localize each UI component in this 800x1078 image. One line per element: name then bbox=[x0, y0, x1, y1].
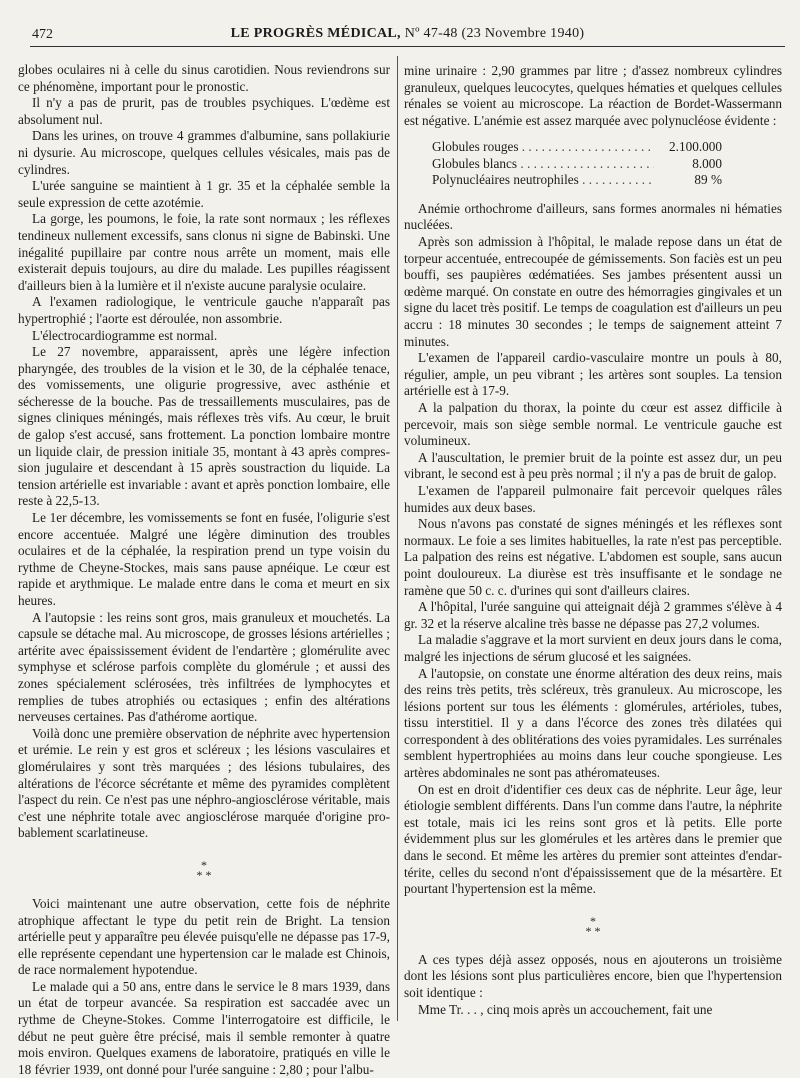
page-number: 472 bbox=[32, 27, 53, 42]
paragraph: mine urinaire : 2,90 grammes par litre ; d'assez nombreux cylindres granuleux, quelques leucocytes, quelques hématies et quelques cellules rénales se voient au microscope. La réaction de Bordet-Wassermann est négative. L'anémie est assez marquée avec polynucléose évidente : bbox=[404, 63, 782, 128]
separator-stars-pair bbox=[404, 923, 782, 938]
row-value: 8.000 bbox=[692, 155, 722, 171]
row-label: Polynucléaires neutrophiles . . . bbox=[432, 172, 654, 189]
paragraph: A l'examen radiologique, le ventricule gauche n'apparaît pas hypertrophié ; l'aorte est déroulée, non assombrie. bbox=[18, 294, 390, 326]
paragraph: L'examen de l'appareil cardio-vasculaire montre un pouls à 80, régulier, ample, un peu vibrant ; les artères sont souples. La tension artérielle est à 17-9. bbox=[404, 350, 782, 399]
paragraph: Après son admission à l'hôpital, le malade repose dans un état de torpeur accentuée, entrecoupée de gémissements. Son faciès est un peu bouffi, ses paupières œdématiées. Ses jambes présentent aussi un œdème marqué. On constate en outre des hémorragies gingivales et un signe du lacet très positif. Le temps de coagulation est d'ailleurs un peu accru : 18 minutes 30 secondes ; le temps de saignement atteint 7 minutes. bbox=[404, 234, 782, 349]
issue-number: Nº 47-48 bbox=[404, 26, 458, 41]
running-header bbox=[30, 24, 785, 47]
paragraph: Dans les urines, on trouve 4 grammes d'albumine, sans pollakiurie ni dysurie. Au microscope, quelques cellules vésicales, mais pas de cylindres. bbox=[18, 128, 390, 177]
paragraph: A l'auscultation, le premier bruit de la pointe est assez dur, un peu vibrant, le second est à peu près normal ; il n'y a pas de bruit de galop. bbox=[404, 449, 782, 482]
paragraph: La gorge, les poumons, le foie, la rate sont normaux ; les réflexes tendineux nullement excessifs, sans clonus ni signe de Babinski. Une inégalité pupillaire par contre nous arrête un moment, mais elle existerait depuis toujours, au dire du malade. Les pupilles réagissent d'ailleurs bien à la lumière et il n'existe aucune paralysie oculaire. bbox=[18, 211, 390, 293]
issue-date: (23 Novembre 1940) bbox=[461, 26, 585, 41]
section-separator bbox=[404, 913, 782, 938]
table-row bbox=[432, 172, 722, 189]
separator-star: * bbox=[201, 857, 207, 872]
paragraph: On est en droit d'identifier ces deux cas de néphrite. Leur âge, leur étiologie semblent différents. Dans l'un comme dans l'autre, la néphrite est totale, mais ici les reins sont gros et là petits. Elle porte évidemment plus sur les glomérules et les artères dans le premier que dans le second. Et même les artères du premier sont atteintes d'endartérite, celles du second n'ont d'épaississement que de la mésartère. Et pourtant l'hypertension est la même. bbox=[404, 781, 782, 897]
paragraph: Mme Tr. . . , cinq mois après un accouchement, fait une bbox=[418, 1001, 713, 1017]
separator-star: * bbox=[205, 867, 212, 882]
paragraph: Le 1er décembre, les vomissements se font en fusée, l'oligurie s'est encore accentuée. Malgré une légère diminution des troubles oculaires et de la céphalée, la respiration prend un type voisin du rythme de Cheyne-Stockes, mais sans pause apnéique. Le cœur est rapide et arythmique. Le malade entre dans le coma et meurt en six heures. bbox=[18, 510, 390, 608]
paragraph: Anémie orthochrome d'ailleurs, sans formes anormales ni hématies nucléées. bbox=[404, 200, 782, 233]
paragraph: Voici maintenant une autre observation, cette fois de néphrite atrophique affectant le type du petit rein de Bright. La tension artérielle peut y apparaître peu élevée puisqu'elle ne dépasse pas 17-9, elle représente cependant une hypertension car le malade est Chinois, de race normalement hypotendue. bbox=[18, 895, 390, 978]
paragraph: A l'autopsie, on constate une énorme altération des deux reins, mais des reins très petits, très scléreux, très granuleux. Au microscope, les lésions portent sur tous les éléments : glomérules, artérioles, tubes, tissu interstitiel. Il y a dans l'écorce des zones très dilatées qui correspondent à des oblitérations des voies pyramidales. Les surrénales semblent hypertrophiées au moins dans leur couche spongieuse. Les artères abdominales ne sont pas athéromateuses. bbox=[404, 665, 782, 781]
section-separator bbox=[18, 857, 390, 882]
separator-star: * bbox=[594, 923, 601, 938]
paragraph: L'urée sanguine se maintient à 1 gr. 35 et la céphalée semble la seule expression de cette azotémie. bbox=[18, 178, 390, 210]
paragraph: Voilà donc une première observation de néphrite avec hypertension et urémie. Le rein y est gros et scléreux ; les lésions vasculaires et glomérulaires y sont très marquées ; des lésions tubulaires, des altérations de l'écorce sécrétante et même des pyramides complètent l'aspect du rein. Ce n'est pas une néphro-angiosclérose véritable, mais c'est une néphrite totale avec angiosclérose marquée d'origine probablement scarlatineuse. bbox=[18, 725, 390, 841]
paragraph: L'examen de l'appareil pulmonaire fait percevoir quelques râles humides aux deux bases. bbox=[404, 482, 782, 515]
paragraph: A ces types déjà assez opposés, nous en ajouterons un troisième dont les lésions sont plus particulières encore, bien que l'hypertension soit identique : bbox=[404, 951, 782, 1000]
paragraph: L'électrocardiogramme est normal. bbox=[32, 327, 218, 343]
table-row bbox=[432, 139, 722, 156]
separator-star: * bbox=[585, 923, 592, 938]
paragraph: A la palpation du thorax, la pointe du cœur est assez difficile à percevoir, mais son siège semble normal. Le ventricule gauche est volumineux. bbox=[404, 400, 782, 449]
row-label: Globules blancs . . . bbox=[432, 156, 654, 173]
separator-star: * bbox=[590, 913, 596, 928]
table-row bbox=[432, 156, 722, 173]
row-value: 2.100.000 bbox=[669, 139, 722, 155]
paragraph: Le malade qui a 50 ans, entre dans le service le 8 mars 1939, dans un état de torpeur avancée. Sa respiration est saccadée avec un rythme de Cheyne-Stokes. Comme l'interrogatoire est difficile, le début ne peut guère être précisé, mais il semble remonter à quatre mois environ. Quelques examens de laboratoire, pratiqués en ville le 18 février 1939, ont donné pour l'urée sanguine : 2,80 ; pour l'albu- bbox=[18, 978, 390, 1077]
row-value: 89 % bbox=[694, 172, 722, 188]
left-column bbox=[18, 62, 390, 1078]
paragraph: La maladie s'aggrave et la mort survient en deux jours dans le coma, malgré les injections de sérum glucosé et les saignées. bbox=[404, 632, 782, 664]
paragraph: A l'autopsie : les reins sont gros, mais granuleux et mouchetés. La capsule se détache mal. Au microscope, de grosses lésions artérielles ; artérite avec épaississement évident de l'endartère ; glomérulite avec symphyse et sclérose parfois complète du glomérule ; et aussi des zones spécialement sclérosées, très infiltrées de lymphocytes et remplies de tubes atrophiés ou ectasiques ; enfin des altérations nerveuses certaines. Pas d'athérome aortique. bbox=[18, 609, 390, 725]
running-title bbox=[30, 26, 785, 42]
paragraph: Il n'y a pas de prurit, pas de troubles psychiques. L'œdème est absolument nul. bbox=[18, 95, 390, 127]
right-column bbox=[404, 63, 782, 1018]
paragraph: globes oculaires ni à celle du sinus carotidien. Nous reviendrons sur ce phénomène, important pour le pronostic. bbox=[18, 62, 390, 94]
row-label: Globules rouges . . . bbox=[432, 139, 654, 156]
paragraph: Nous n'avons pas constaté de signes méningés et les réflexes sont normaux. Le foie a ses limites habituelles, la rate n'est pas perceptible. La palpation des reins est négative. L'abdomen est souple, sans aucun point douloureux. La diurèse est très insuffisante et le sondage ne ramène que 50 c. c. d'urines qui sont d'ailleurs claires. bbox=[404, 516, 782, 598]
separator-stars-pair bbox=[18, 867, 390, 882]
paragraph: Le 27 novembre, apparaissent, après une légère infection pharyngée, des troubles de la vision et le 30, de la céphalée tenace, des vomissements, une oligurie progressive, avec asthénie et sécheresse de la bouche. Pas de tressaillements musculaires, pas de signes cliniques méningés, mais réflexes très vifs. Au cœur, le bruit de galop s'est accusé, sans frottement. La ponction lombaire montre un liquide clair, de pression initiale 35, montant à 43 après compression jugulaire et descendant à 15 après soustraction du liquide. La tension artérielle est invariable : avant et après ponction lombaire, elle reste à 22,5-13. bbox=[18, 344, 390, 509]
journal-title: LE PROGRÈS MÉDICAL, bbox=[230, 26, 401, 41]
paragraph: A l'hôpital, l'urée sanguine qui atteignait déjà 2 grammes s'élève à 4 gr. 32 et la réserve alcaline très basse ne dépasse pas 27,2 volumes. bbox=[404, 599, 782, 631]
blood-count-table bbox=[432, 139, 722, 189]
separator-star: * bbox=[196, 867, 203, 882]
